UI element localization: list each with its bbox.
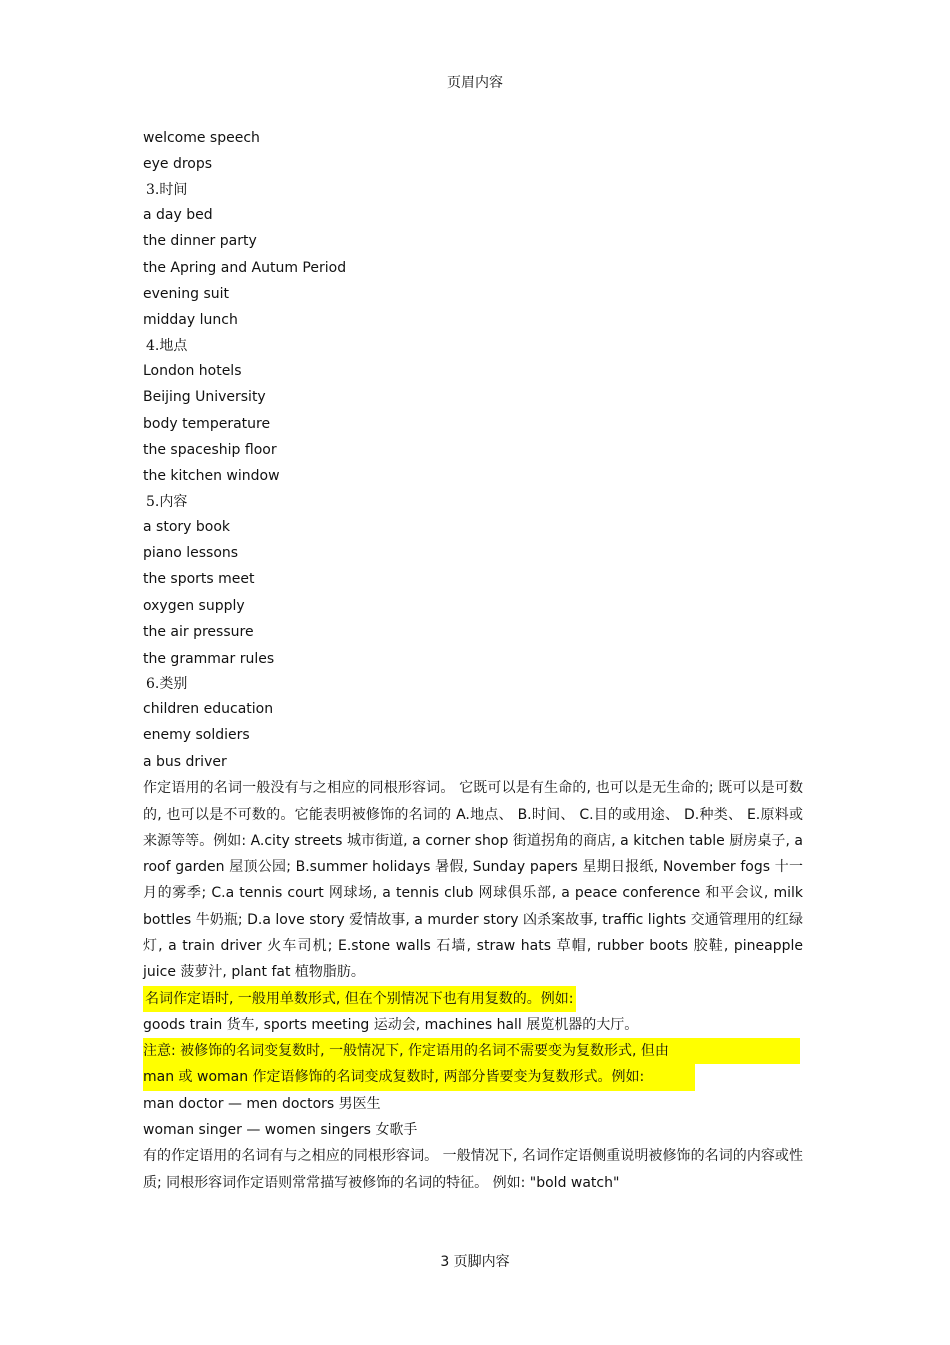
example-line: London hotels: [143, 362, 242, 379]
page-footer: 3 页脚内容: [440, 1254, 510, 1270]
example-line: a story book: [143, 518, 230, 535]
example-line: enemy soldiers: [143, 727, 250, 744]
example-line: the Apring and Autum Period: [143, 259, 347, 276]
example-line: the grammar rules: [143, 650, 275, 667]
example-line: Beijing University: [143, 389, 266, 406]
example-line: midday lunch: [143, 312, 238, 329]
explanation-paragraph: 作定语用的名词一般没有与之相应的同根形容词。 它既可以是有生命的, 也可以是无生命的; 既可以是可数的, 也可以是不可数的。它能表明被修饰的名词的 A.地点、 B.时间、 C.目的或用途、 D.种类、 E.原料或来源等等。例如: A.city streets 城市街道, a corner shop 街道拐角的商店, a kitchen table 厨房桌子, a roof garden 屋顶公园; B.summer holidays 暑假, Sunday papers 星期日报纸, November fogs 十一月的雾季; C.a tennis court 网球场, a tennis club 网球俱乐部, a peace conference 和平会议, milk bottles 牛奶瓶; D.a love story 爱情故事, a murder story 凶杀案故事, traffic lights 交通管理用的红绿灯, a train driver 火车司机; E.stone walls 石墙, straw hats 草帽, rubber boots 胶鞋, pineapple juice 菠萝汁, plant fat 植物脂肪。: [143, 780, 803, 981]
example-line: a bus driver: [143, 753, 227, 770]
section-heading-category: 6.类别: [146, 676, 188, 693]
example-line: man doctor — men doctors 男医生: [143, 1095, 381, 1112]
highlighted-note: 名词作定语时, 一般用单数形式, 但在个别情况下也有用复数的。例如:: [143, 986, 576, 1012]
section-heading-time: 3.时间: [146, 181, 188, 198]
example-line: evening suit: [143, 285, 230, 302]
example-line: children education: [143, 701, 274, 718]
section-heading-place: 4.地点: [146, 337, 188, 354]
example-line: woman singer — women singers 女歌手: [143, 1122, 418, 1139]
example-line: the kitchen window: [143, 468, 280, 485]
example-line: eye drops: [143, 156, 213, 173]
example-line: body temperature: [143, 415, 271, 432]
section-heading-content: 5.内容: [146, 493, 188, 510]
document-body: [143, 125, 803, 1196]
highlighted-note: 注意: 被修饰的名词变复数时, 一般情况下, 作定语用的名词不需要变为复数形式, 但由: [143, 1038, 800, 1064]
highlighted-note: man 或 woman 作定语修饰的名词变成复数时, 两部分皆要变为复数形式。例如:: [143, 1064, 695, 1090]
example-line: welcome speech: [143, 130, 260, 146]
example-line: the dinner party: [143, 233, 257, 250]
example-line: a day bed: [143, 206, 213, 223]
example-line: the spaceship floor: [143, 441, 277, 458]
example-line: piano lessons: [143, 545, 239, 562]
page-header: 页眉内容: [447, 75, 503, 91]
example-line: oxygen supply: [143, 597, 245, 614]
example-line: the air pressure: [143, 624, 254, 641]
example-line: goods train 货车, sports meeting 运动会, machines hall 展览机器的大厅。: [143, 1016, 639, 1033]
explanation-paragraph: 有的作定语用的名词有与之相应的同根形容词。 一般情况下, 名词作定语侧重说明被修饰的名词的内容或性质; 同根形容词作定语则常常描写被修饰的名词的特征。 例如: "bold watch": [143, 1148, 803, 1191]
example-line: the sports meet: [143, 571, 255, 588]
